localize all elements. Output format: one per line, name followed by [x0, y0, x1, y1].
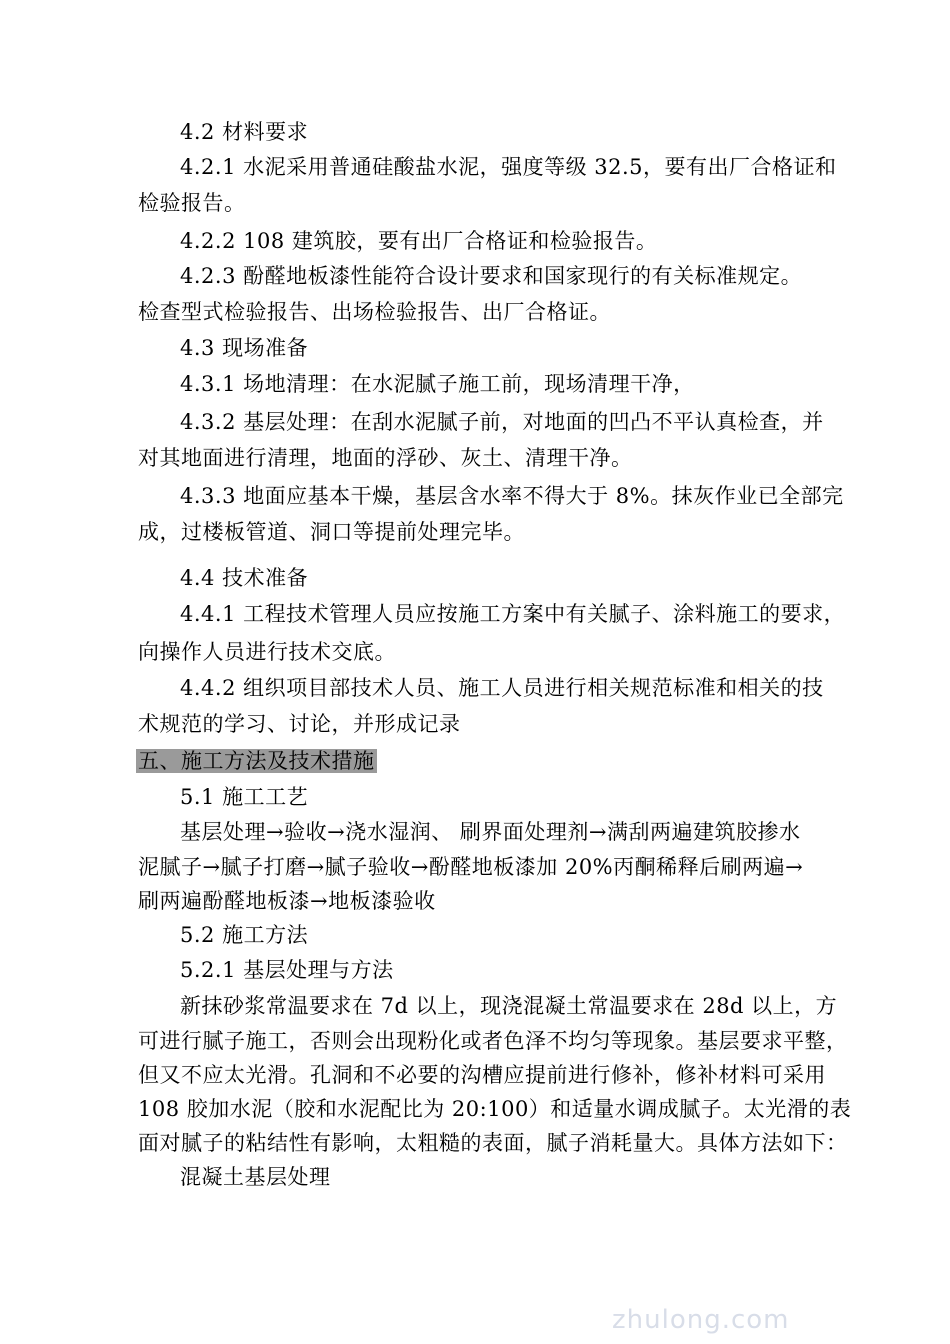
- paragraph-line: 4.3.2 基层处理：在刮水泥腻子前，对地面的凹凸不平认真检查，并: [180, 410, 824, 434]
- paragraph-line: 108 胶加水泥（胶和水泥配比为 20:100）和适量水调成腻子。太光滑的表: [138, 1097, 852, 1121]
- paragraph-line: 4.2.2 108 建筑胶，要有出厂合格证和检验报告。: [180, 229, 658, 253]
- paragraph-line: 4.3.3 地面应基本干燥，基层含水率不得大于 8%。抹灰作业已全部完: [180, 484, 844, 508]
- paragraph-line: 新抹砂浆常温要求在 7d 以上，现浇混凝土常温要求在 28d 以上，方: [180, 994, 838, 1018]
- watermark: zhulong.com: [612, 1305, 790, 1335]
- paragraph-line: 检查型式检验报告、出场检验报告、出厂合格证。: [138, 300, 611, 324]
- paragraph-line: 术规范的学习、讨论，并形成记录: [138, 712, 461, 736]
- paragraph-line: 泥腻子→腻子打磨→腻子验收→酚醛地板漆加 20%丙酮稀释后刷两遍→: [138, 855, 804, 879]
- paragraph-line: 4.4.1 工程技术管理人员应按施工方案中有关腻子、涂料施工的要求，: [180, 602, 846, 626]
- paragraph-line: 5.2.1 基层处理与方法: [180, 958, 394, 982]
- paragraph-line: 混凝土基层处理: [180, 1165, 331, 1189]
- paragraph-line: 面对腻子的粘结性有影响，太粗糙的表面，腻子消耗量大。具体方法如下：: [138, 1131, 848, 1155]
- section-heading-4-4: 4.4 技术准备: [180, 566, 309, 590]
- paragraph-line: 检验报告。: [138, 191, 246, 215]
- section-heading-5-2: 5.2 施工方法: [180, 923, 309, 947]
- section-heading-5-1: 5.1 施工工艺: [180, 785, 309, 809]
- paragraph-line: 4.4.2 组织项目部技术人员、施工人员进行相关规范标准和相关的技: [180, 676, 824, 700]
- paragraph-line: 成，过楼板管道、洞口等提前处理完毕。: [138, 520, 525, 544]
- paragraph-line: 4.2.1 水泥采用普通硅酸盐水泥，强度等级 32.5，要有出厂合格证和: [180, 155, 837, 179]
- section-heading-4-2: 4.2 材料要求: [180, 120, 309, 144]
- chapter-heading-5: 五、施工方法及技术措施: [138, 749, 375, 773]
- paragraph-line: 刷两遍酚醛地板漆→地板漆验收: [138, 889, 436, 913]
- paragraph-line: 向操作人员进行技术交底。: [138, 640, 396, 664]
- paragraph-line: 基层处理→验收→浇水湿润、 刷界面处理剂→满刮两遍建筑胶掺水: [180, 820, 801, 844]
- section-heading-4-3: 4.3 现场准备: [180, 336, 309, 360]
- paragraph-line: 对其地面进行清理，地面的浮砂、灰土、清理干净。: [138, 446, 633, 470]
- paragraph-line: 4.2.3 酚醛地板漆性能符合设计要求和国家现行的有关标准规定。: [180, 264, 803, 288]
- paragraph-line: 4.3.1 场地清理：在水泥腻子施工前，现场清理干净，: [180, 372, 695, 396]
- paragraph-line: 但又不应太光滑。孔洞和不必要的沟槽应提前进行修补，修补材料可采用: [138, 1063, 826, 1087]
- paragraph-line: 可进行腻子施工，否则会出现粉化或者色泽不均匀等现象。基层要求平整，: [138, 1029, 848, 1053]
